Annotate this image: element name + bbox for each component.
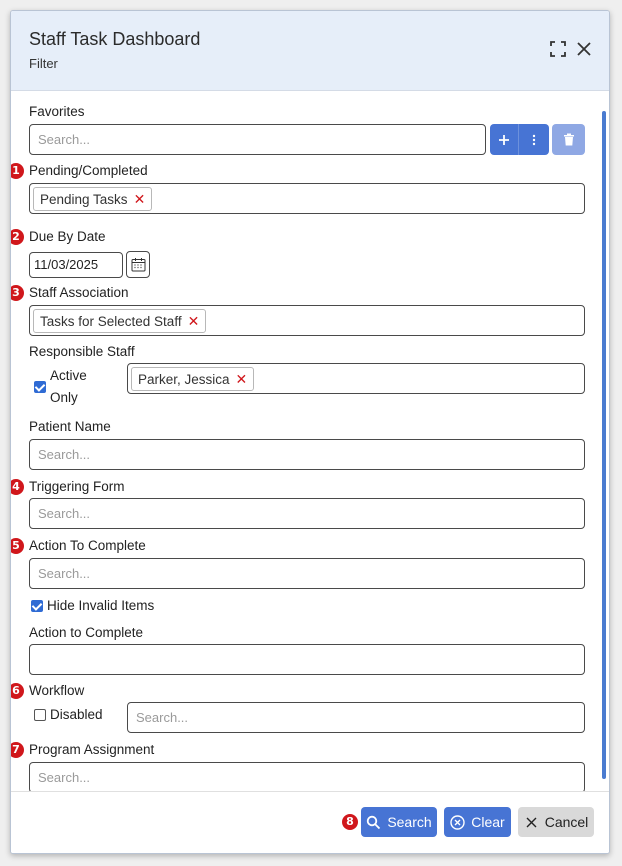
workflow-disabled-label: Disabled [50, 707, 103, 722]
chip-label: Parker, Jessica [138, 372, 230, 387]
staff-association-chip [33, 309, 206, 333]
workflow-disabled-checkbox[interactable] [34, 709, 46, 721]
patient-name-input[interactable]: Search... [29, 439, 585, 470]
marker-6: 6 [10, 683, 24, 699]
triggering-form-label: Triggering Form [29, 479, 125, 494]
favorites-more-button[interactable] [519, 124, 548, 155]
cancel-button[interactable] [518, 807, 594, 837]
patient-name-label: Patient Name [29, 419, 111, 434]
program-assignment-label: Program Assignment [29, 742, 155, 757]
more-vertical-icon [532, 134, 536, 146]
scrollbar[interactable] [602, 111, 606, 779]
dialog-subtitle: Filter [29, 56, 58, 71]
staff-association-field[interactable] [29, 305, 585, 336]
marker-2: 2 [10, 229, 24, 245]
plus-icon [498, 134, 510, 146]
responsible-staff-label: Responsible Staff [29, 344, 135, 359]
due-by-date-label: Due By Date [29, 229, 106, 244]
marker-8: 8 [342, 814, 358, 830]
marker-3: 3 [10, 285, 24, 301]
action-to-complete-2-input[interactable] [29, 644, 585, 675]
trash-icon [563, 133, 575, 146]
active-only-checkbox[interactable] [34, 381, 46, 393]
clear-circle-icon [450, 815, 465, 830]
search-button[interactable] [361, 807, 437, 837]
hide-invalid-items-label: Hide Invalid Items [47, 598, 155, 613]
clear-button-label: Clear [471, 814, 505, 830]
marker-1: 1 [10, 163, 24, 179]
active-only-label-line1: Active [50, 368, 87, 383]
remove-chip-icon[interactable]: ✕ [133, 191, 146, 207]
remove-chip-icon[interactable]: ✕ [235, 371, 248, 387]
marker-4: 4 [10, 479, 24, 495]
filter-dialog [10, 10, 610, 854]
clear-button[interactable] [444, 807, 511, 837]
program-assignment-input[interactable]: Search... [29, 762, 585, 793]
responsible-staff-field[interactable] [127, 363, 585, 394]
marker-5: 5 [10, 538, 24, 554]
calendar-button[interactable] [126, 251, 150, 278]
due-by-date-input[interactable]: 11/03/2025 [29, 252, 123, 278]
marker-7: 7 [10, 742, 24, 758]
pending-completed-field[interactable] [29, 183, 585, 214]
favorites-label: Favorites [29, 104, 85, 119]
search-button-label: Search [387, 814, 432, 830]
hide-invalid-items-checkbox[interactable] [31, 600, 43, 612]
action-to-complete-2-label: Action to Complete [29, 625, 144, 640]
triggering-form-input[interactable]: Search... [29, 498, 585, 529]
pending-tasks-chip [33, 187, 152, 211]
delete-favorite-button[interactable] [552, 124, 585, 155]
pending-completed-label: Pending/Completed [29, 163, 148, 178]
workflow-label: Workflow [29, 683, 85, 698]
expand-icon[interactable] [548, 39, 568, 59]
staff-association-label: Staff Association [29, 285, 129, 300]
workflow-search-input[interactable]: Search... [127, 702, 585, 733]
action-to-complete-label: Action To Complete [29, 538, 146, 553]
calendar-icon [131, 257, 146, 272]
add-favorite-button[interactable] [490, 124, 519, 155]
favorites-search-input[interactable]: Search... [29, 124, 486, 155]
dialog-footer [11, 791, 609, 854]
dialog-title: Staff Task Dashboard [29, 29, 201, 49]
cancel-button-label: Cancel [544, 814, 589, 830]
favorites-button-group [490, 124, 549, 155]
active-only-label-line2: Only [50, 390, 78, 405]
dialog-body [11, 91, 609, 791]
remove-chip-icon[interactable]: ✕ [187, 313, 200, 329]
action-to-complete-input[interactable]: Search... [29, 558, 585, 589]
dialog-header [11, 11, 609, 91]
close-icon [524, 815, 539, 830]
search-icon [366, 815, 381, 830]
close-icon[interactable] [574, 39, 594, 59]
responsible-staff-chip [131, 367, 254, 391]
chip-label: Pending Tasks [40, 192, 128, 207]
chip-label: Tasks for Selected Staff [40, 314, 182, 329]
